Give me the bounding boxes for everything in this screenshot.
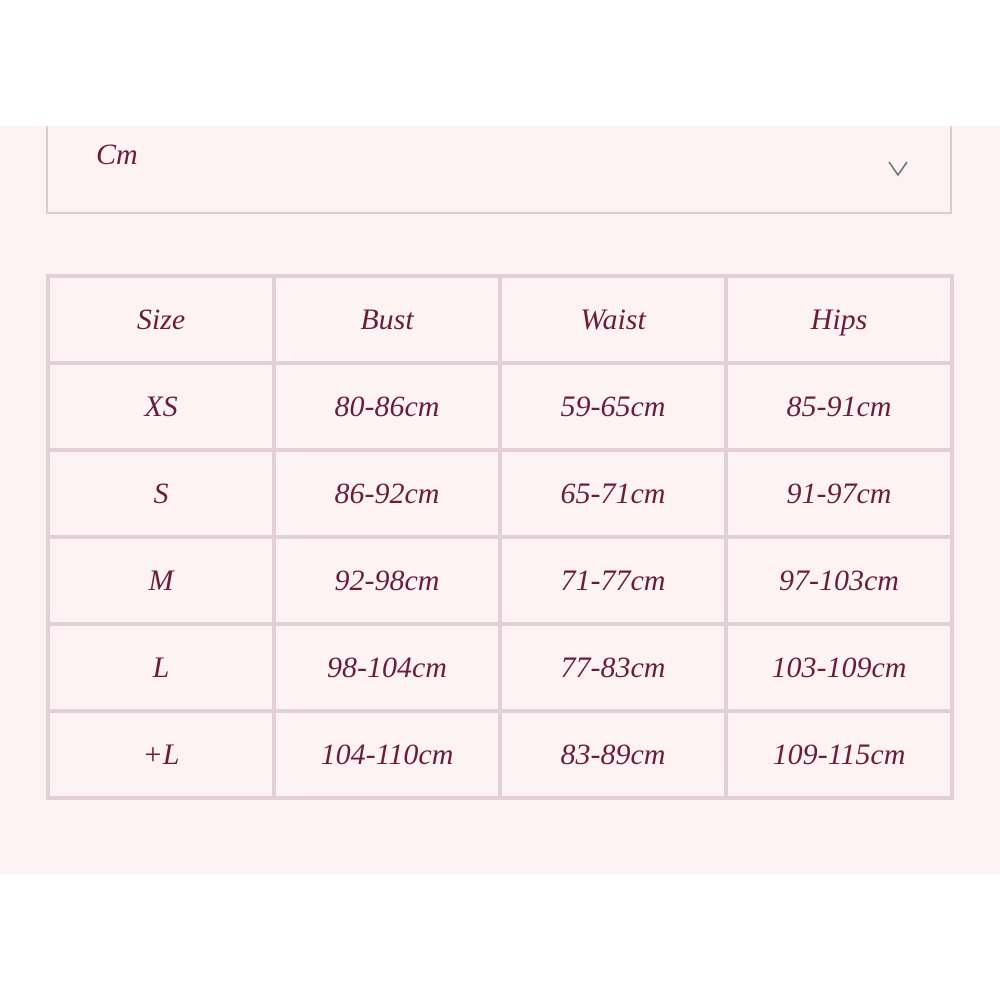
bust-cell: 104-110cm	[274, 711, 500, 798]
header-size: Size	[48, 276, 274, 363]
header-waist: Waist	[500, 276, 726, 363]
bust-cell: 92-98cm	[274, 537, 500, 624]
waist-cell: 59-65cm	[500, 363, 726, 450]
bust-cell: 86-92cm	[274, 450, 500, 537]
unit-dropdown-value: Cm	[96, 138, 138, 171]
table-row	[48, 363, 952, 450]
size-chart-table	[46, 274, 954, 800]
chevron-down-icon	[886, 156, 910, 180]
hips-cell: 91-97cm	[726, 450, 952, 537]
size-cell: L	[48, 624, 274, 711]
unit-dropdown[interactable]	[46, 126, 952, 214]
size-cell: M	[48, 537, 274, 624]
table-row	[48, 450, 952, 537]
size-guide-panel	[0, 126, 1000, 874]
size-cell: S	[48, 450, 274, 537]
waist-cell: 71-77cm	[500, 537, 726, 624]
hips-cell: 97-103cm	[726, 537, 952, 624]
table-header-row	[48, 276, 952, 363]
hips-cell: 85-91cm	[726, 363, 952, 450]
hips-cell: 103-109cm	[726, 624, 952, 711]
size-cell: XS	[48, 363, 274, 450]
waist-cell: 65-71cm	[500, 450, 726, 537]
header-bust: Bust	[274, 276, 500, 363]
table-row	[48, 537, 952, 624]
size-cell: +L	[48, 711, 274, 798]
hips-cell: 109-115cm	[726, 711, 952, 798]
bust-cell: 80-86cm	[274, 363, 500, 450]
waist-cell: 77-83cm	[500, 624, 726, 711]
table-row	[48, 624, 952, 711]
bust-cell: 98-104cm	[274, 624, 500, 711]
header-hips: Hips	[726, 276, 952, 363]
waist-cell: 83-89cm	[500, 711, 726, 798]
table-row	[48, 711, 952, 798]
